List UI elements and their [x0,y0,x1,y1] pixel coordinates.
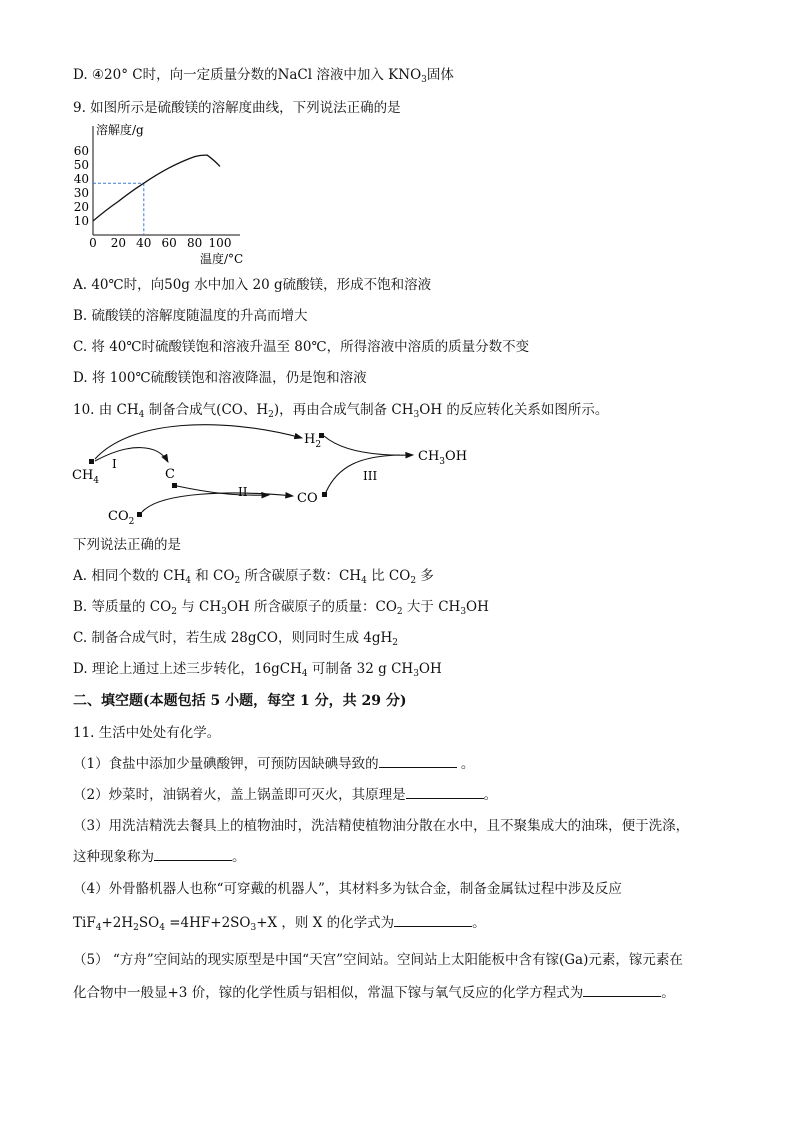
label-co: CO [297,491,318,506]
node-c [172,483,177,488]
arrow-co2-to-co [142,493,293,512]
q10-option-d: D. 理论上通过上述三步转化，16gCH$_4$ 可制备 32 g $CH_3OH$ [73,661,442,679]
y-tick-label: 40 [73,172,89,186]
q11-part1: （1）食盐中添加少量碘酸钾，可预防因缺碘导致的 。 [73,756,475,772]
answer-blank-2[interactable] [406,786,484,799]
q10-option-a: A. 相同个数的 $CH_4$ 和 $CO_2$ 所含碳原子数：$CH_4$ 比 $CO_2$ 多 [73,568,434,586]
q10-option-c: C. 制备合成气时，若生成 28gCO，则同时生成 $4gH_2$ [73,630,398,648]
q11-part5: （5） “方舟”空间站的现实原型是中国“天宫”空间站。空间站上太阳能板中含有镓(Ga)元素，镓元素在 [73,952,683,968]
q9-option-b: B. 硫酸镁的溶解度随温度的升高而增大 [73,308,308,324]
x-tick-label: 100 [208,236,232,250]
q9-option-d: D. 将 100℃硫酸镁饱和溶液降温，仍是饱和溶液 [73,370,367,386]
solubility-chart [60,118,260,270]
x-tick-label: 80 [186,236,203,250]
q10-option-b: B. 等质量的 $CO_2$ 与 $CH_3OH$ 所含碳原子的质量：$CO_2$ 大于 $CH_3OH$ [73,599,489,617]
chart-xlabel: 温度/°C [200,252,244,266]
answer-blank-4[interactable] [394,914,472,927]
q9-option-a: A. 40℃时，向50g 水中加入 20 g硫酸镁，形成不饱和溶液 [73,277,432,293]
q11-part2: （2）炒菜时，油锅着火，盖上锅盖即可灭火，其原理是 。 [73,787,498,803]
label-c: C [165,467,175,482]
reaction-diagram [60,420,480,530]
y-tick-label: 30 [73,186,89,200]
x-tick-label: 40 [136,236,152,250]
x-tick-label: 60 [161,236,177,250]
q11-part3: （3）用洗洁精洗去餐具上的植物油时，洗洁精使植物油分散在水中，且不聚集成大的油珠，便于洗涤， [73,818,690,834]
label-step1: I [112,457,117,471]
q9-stem: 9. 如图所示是硫酸镁的溶解度曲线，下列说法正确的是 [73,100,401,116]
chart-ylabel: 溶解度/g [96,123,144,137]
answer-blank-3[interactable] [154,848,232,861]
q11-stem: 11. 生活中处处有化学。 [73,725,221,741]
arrow-ch4-to-h2 [95,425,302,459]
section-heading: 二、填空题(本题包括 5 小题，每空 1 分，共 29 分) [73,693,407,709]
label-h2: $H_2$ [304,432,322,450]
q8-option-d: D. ④20° C时，向一定质量分数的NaCl 溶液中加入 $KNO_3$固体 [73,67,454,85]
q11-part5-cont: 化合物中一般显+3 价，镓的化学性质与铝相似，常温下镓与氧气反应的化学方程式为 。 [73,985,675,1001]
q11-part4: （4）外骨骼机器人也称“可穿戴的机器人”，其材料多为钛合金，制备金属钛过程中涉及反应 [73,881,622,897]
q11-part4-equation: $TiF_4+2H_2SO_4 =4HF+2SO_3+X$ ，则 X 的化学式为 。 [73,915,486,933]
answer-blank-1[interactable] [379,755,457,768]
x-tick-label: 0 [89,236,97,250]
solubility-curve [93,155,220,221]
arrow-ch4-to-c [95,448,168,462]
label-ch4: $CH_4$ [72,468,100,486]
node-h2 [319,433,324,438]
arrow-h2-to-ch3oh [324,436,413,455]
x-tick-label: 20 [110,236,127,250]
y-tick-label: 50 [73,158,89,172]
node-co2 [137,512,142,517]
y-tick-label: 60 [73,144,89,158]
q10-stem: 10. 由 $CH_4$ 制备合成气(CO、$H_2$)，再由合成气制备 $CH_3OH$ 的反应转化关系如图所示。 [73,402,609,420]
label-step3: III [363,469,378,483]
answer-blank-5[interactable] [583,984,661,997]
label-step2: II [238,485,248,499]
y-tick-label: 10 [73,214,89,228]
q11-part3-cont: 这种现象称为 。 [73,849,246,865]
q9-option-c: C. 将 40℃时硫酸镁饱和溶液升温至 80℃，所得溶液中溶质的质量分数不变 [73,339,530,355]
q10-lead: 下列说法正确的是 [73,537,181,553]
node-co [322,492,327,497]
label-ch3oh: $CH_3OH$ [418,449,468,467]
y-tick-label: 20 [73,200,89,214]
node-ch4 [89,459,94,464]
label-co2: $CO_2$ [108,509,135,527]
